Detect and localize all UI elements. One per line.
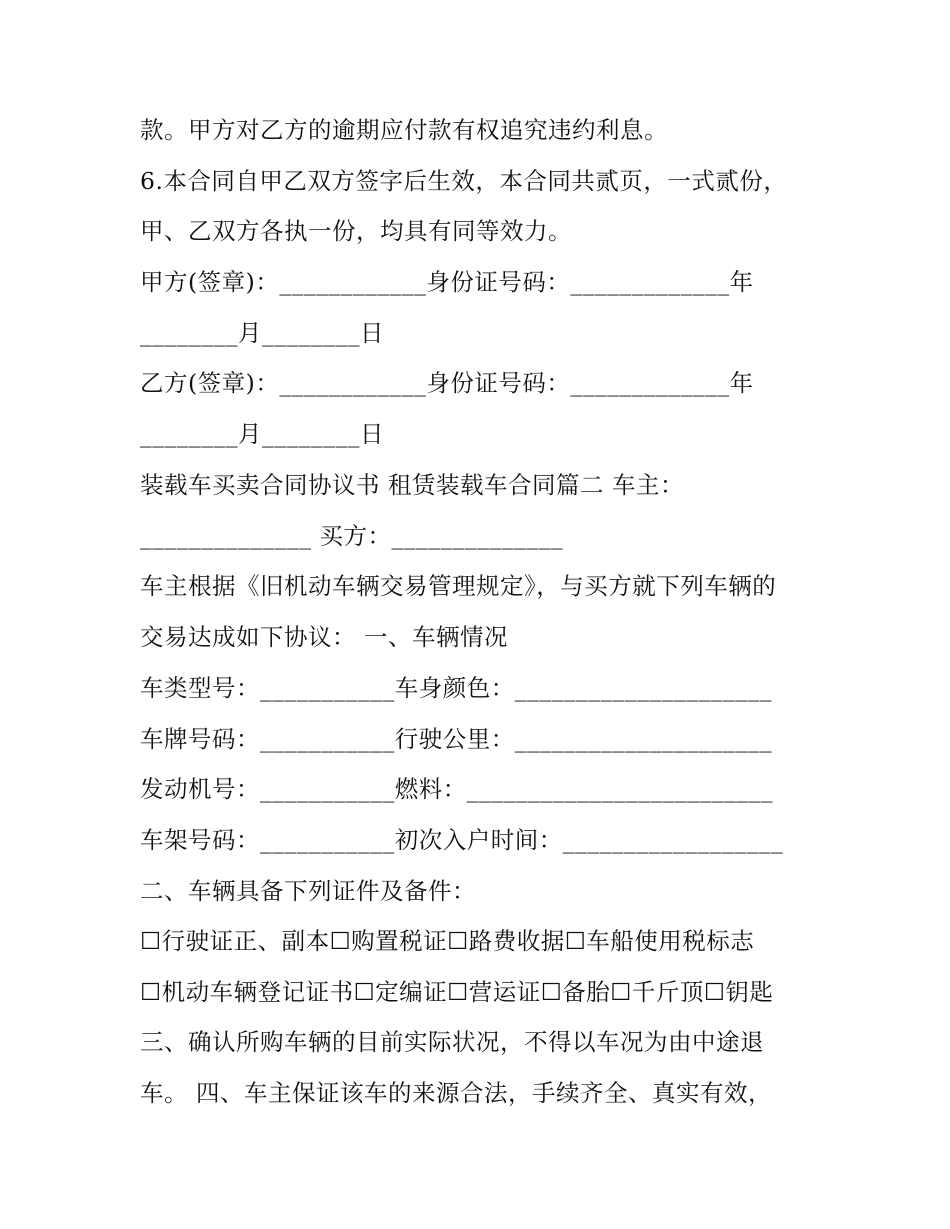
text-line-11: 交易达成如下协议： 一、车辆情况 bbox=[140, 623, 508, 651]
section-title-line: 装载车买卖合同协议书 租赁装载车合同篇二 车主： bbox=[140, 471, 684, 499]
text-line-3: 甲、乙双方各执一份，均具有同等效力。 bbox=[140, 217, 572, 245]
plate-number-line: 车牌号码：___________行驶公里：_____________________ bbox=[140, 725, 772, 753]
party-a-signature-line: 甲方(签章)：____________身份证号码：_____________年 bbox=[140, 268, 754, 296]
documents-checklist-line-2: ☐机动车辆登记证书☐定编证☐营运证☐备胎☐千斤顶☐钥匙 bbox=[140, 978, 774, 1006]
text-line-20: 车。 四、车主保证该车的来源合法，手续齐全、真实有效， bbox=[140, 1079, 772, 1107]
frame-number-line: 车架号码：___________初次入户时间：__________________ bbox=[140, 826, 784, 854]
party-a-date-line: ________月________日 bbox=[140, 319, 384, 347]
owner-buyer-line: ______________ 买方：______________ bbox=[140, 522, 563, 550]
documents-checklist-line-1: ☐行驶证正、副本☐购置税证☐路费收据☐车船使用税标志 bbox=[140, 927, 755, 955]
text-line-19: 三、确认所购车辆的目前实际状况，不得以车况为由中途退 bbox=[140, 1028, 764, 1056]
party-b-date-line: ________月________日 bbox=[140, 420, 384, 448]
vehicle-model-line: 车类型号：___________车身颜色：_____________________ bbox=[140, 674, 772, 702]
documents-heading-line: 二、车辆具备下列证件及备件： bbox=[140, 877, 476, 905]
text-line-2: 6.本合同自甲乙双方签字后生效，本合同共贰页，一式贰份， bbox=[140, 167, 788, 195]
engine-number-line: 发动机号：___________燃料：_________________________ bbox=[140, 775, 773, 803]
text-line-10: 车主根据《旧机动车辆交易管理规定》，与买方就下列车辆的 bbox=[140, 572, 777, 600]
party-b-signature-line: 乙方(签章)：____________身份证号码：_____________年 bbox=[140, 369, 754, 397]
text-line-1: 款。甲方对乙方的逾期应付款有权追究违约利息。 bbox=[140, 116, 668, 144]
